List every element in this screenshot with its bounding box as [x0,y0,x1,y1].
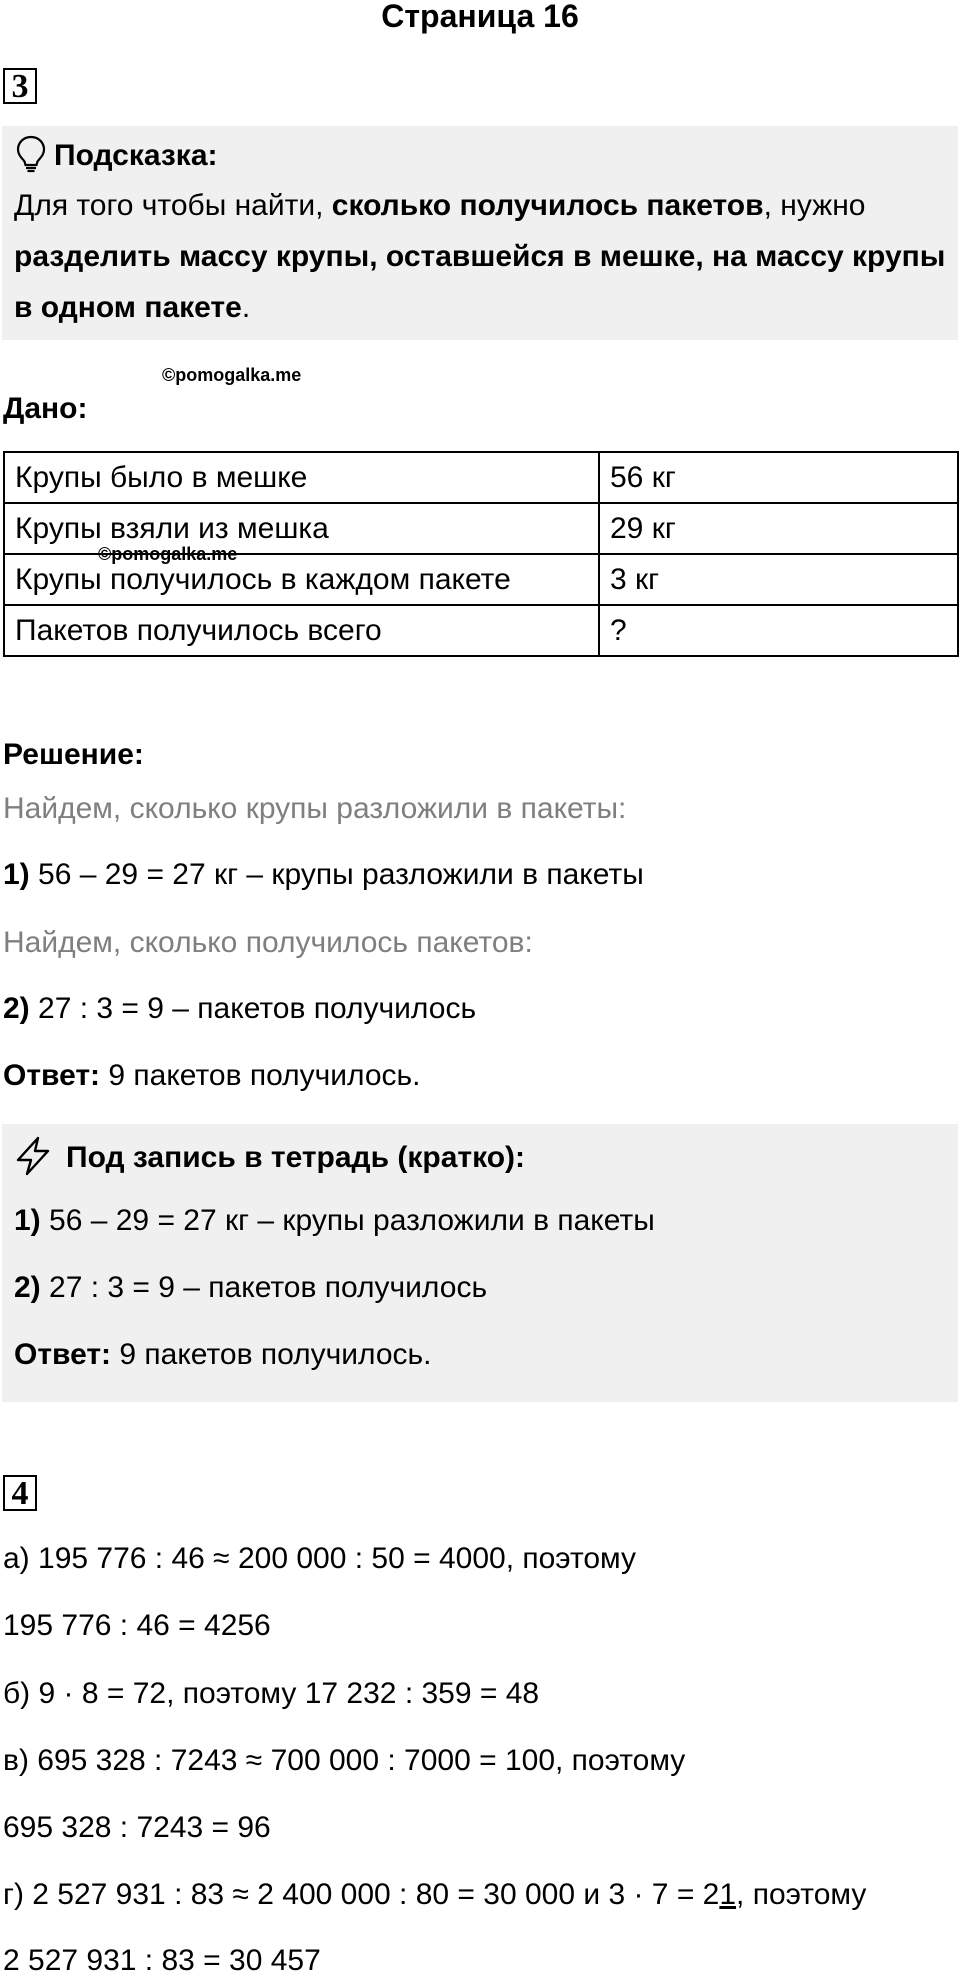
task-number-4: 4 [3,1475,37,1511]
task4-line: г) 2 527 931 : 83 ≈ 2 400 000 : 80 = 30 000 и 3 · 7 = 21, поэтому [3,1878,867,1911]
lightbulb-icon [16,135,54,178]
given-label: Дано: [3,392,88,425]
solution-comment: Найдем, сколько крупы разложили в пакеты: [3,792,627,825]
notebook-title: Под запись в тетрадь (кратко): [66,1141,526,1174]
hint-text: Для того чтобы найти, сколько получилось пакетов, нужно разделить массу крупы, оставшейся в мешке, на массу крупы в одном пакете. [14,189,946,324]
task4-line: а) 195 776 : 46 ≈ 200 000 : 50 = 4000, поэтому [3,1542,637,1575]
table-cell-label: Крупы взяли из мешка [4,503,599,554]
table-row [4,452,958,503]
table-cell-value: ? [599,605,958,656]
solution-step: 2) 27 : 3 = 9 – пакетов получилось [3,992,477,1025]
table-row [4,605,958,656]
notebook-step: 1) 56 – 29 = 27 кг – крупы разложили в пакеты [14,1204,655,1237]
table-cell-label: Крупы получилось в каждом пакете [4,554,599,605]
task-number-3: 3 [3,68,37,104]
table-cell-value: 3 кг [599,554,958,605]
solution-answer: Ответ: 9 пакетов получилось. [3,1059,421,1092]
hint-box [2,126,958,340]
solution-label: Решение: [3,738,144,771]
notebook-step: 2) 27 : 3 = 9 – пакетов получилось [14,1271,488,1304]
task4-line: б) 9 · 8 = 72, поэтому 17 232 : 359 = 48 [3,1677,540,1710]
watermark: ©pomogalka.me [162,365,302,385]
task4-line: 2 527 931 : 83 = 30 457 [3,1944,321,1977]
table-cell-value: 56 кг [599,452,958,503]
table-cell-value: 29 кг [599,503,958,554]
hint-title: Подсказка: [54,139,218,172]
task4-line: 195 776 : 46 = 4256 [3,1609,271,1642]
notebook-answer: Ответ: 9 пакетов получилось. [14,1338,432,1371]
notebook-box [2,1124,958,1402]
table-cell-label: Крупы было в мешке [4,452,599,503]
lightning-icon [14,1136,66,1181]
solution-comment: Найдем, сколько получилось пакетов: [3,926,533,959]
solution-step: 1) 56 – 29 = 27 кг – крупы разложили в пакеты [3,858,644,891]
page-title: Страница 16 [381,0,579,34]
watermark: ©pomogalka.me [98,544,238,564]
task4-line: в) 695 328 : 7243 ≈ 700 000 : 7000 = 100, поэтому [3,1744,686,1777]
task4-line: 695 328 : 7243 = 96 [3,1811,271,1844]
table-cell-label: Пакетов получилось всего [4,605,599,656]
